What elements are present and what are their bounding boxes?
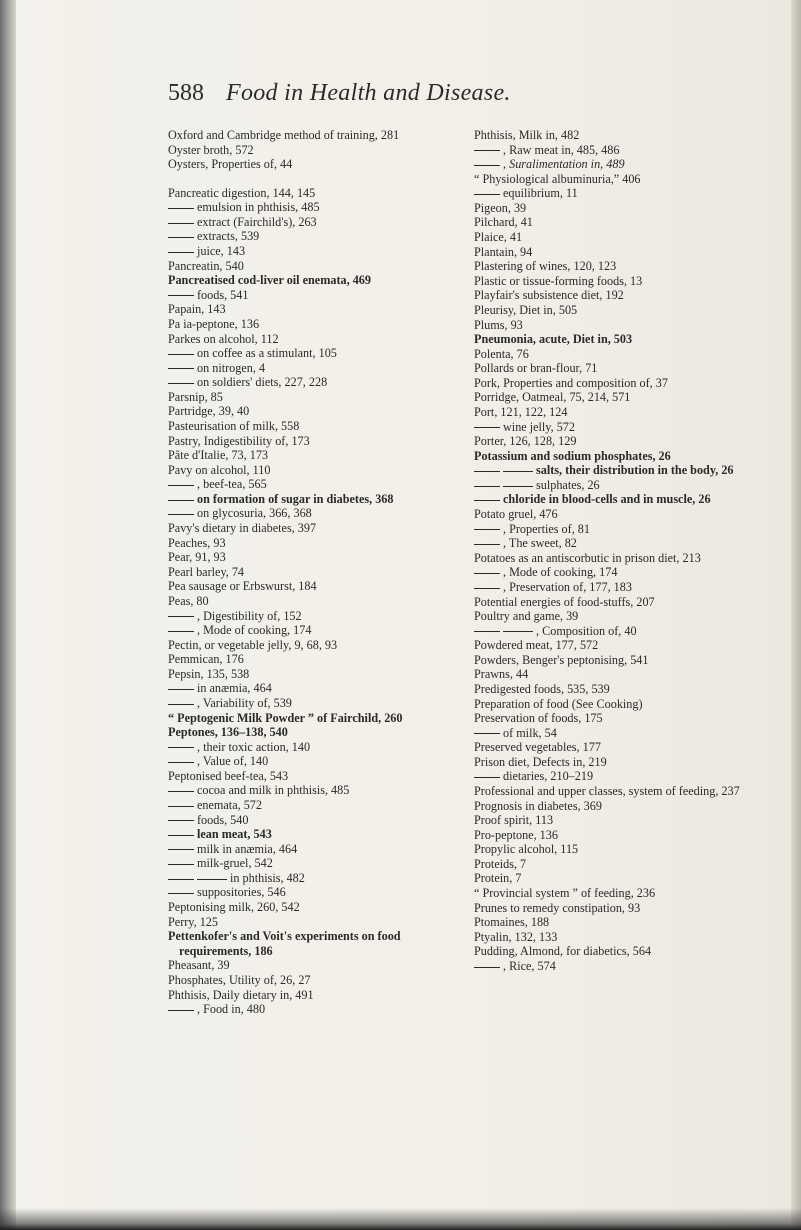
index-entry	[168, 681, 458, 696]
index-entry-text: Polenta, 76	[474, 346, 529, 361]
index-entry-text: Prognosis in diabetes, 369	[474, 798, 602, 813]
index-entry	[474, 143, 764, 158]
index-entry	[474, 157, 764, 172]
index-entry	[474, 871, 764, 886]
index-entry	[474, 420, 764, 435]
index-entry-text: “ Peptogenic Milk Powder ” of Fairchild, 260	[168, 710, 403, 725]
index-entry	[168, 477, 458, 492]
index-entry	[474, 580, 764, 595]
ditto-dash	[168, 500, 194, 501]
index-entry	[168, 361, 458, 376]
index-entry	[474, 405, 764, 420]
index-entry-text: , Variability of, 539	[197, 695, 292, 710]
index-entry-text: extracts, 539	[197, 229, 260, 244]
index-entry-text: Papain, 143	[168, 302, 226, 317]
index-entry	[168, 434, 458, 449]
index-entry-text: , Preservation of, 177, 183	[503, 579, 632, 594]
index-entry	[168, 594, 458, 609]
index-entry-text: Pavy's dietary in diabetes, 397	[168, 521, 317, 536]
index-entry-text: Peas, 80	[168, 593, 209, 608]
index-entry	[168, 157, 458, 172]
index-entry-text: Pollards or bran-flour, 71	[474, 361, 598, 376]
index-entry	[474, 930, 764, 945]
ditto-dash	[168, 747, 194, 748]
ditto-dash	[168, 820, 194, 821]
index-entry-text: Ptyalin, 132, 133	[474, 929, 558, 944]
index-entry-text: milk in anæmia, 464	[197, 841, 298, 856]
index-entry	[168, 623, 458, 638]
index-entry	[168, 375, 458, 390]
index-entry-text: Pear, 91, 93	[168, 550, 226, 565]
index-entry	[168, 769, 458, 784]
index-entry	[168, 390, 458, 405]
index-entry	[474, 522, 764, 537]
index-entry-text: dietaries, 210–219	[503, 769, 594, 784]
index-entry-text: Port, 121, 122, 124	[474, 404, 568, 419]
ditto-dash	[168, 368, 194, 369]
index-entry	[168, 143, 458, 158]
index-entry	[474, 245, 764, 260]
index-entry-text: Plaice, 41	[474, 230, 523, 245]
ditto-dash	[168, 383, 194, 384]
index-entry-text: Oxford and Cambridge method of training, 281	[168, 128, 400, 142]
ditto-dash	[503, 471, 533, 472]
ditto-dash	[168, 879, 194, 880]
index-entry-text: wine jelly, 572	[503, 419, 575, 434]
index-entry	[474, 755, 764, 770]
index-entry	[168, 754, 458, 769]
index-entry	[474, 128, 764, 143]
index-entry	[168, 579, 458, 594]
index-entry-text: sulphates, 26	[536, 477, 600, 492]
index-entry-text: , Suralimentation in, 489	[503, 157, 625, 172]
index-entry-text: Prison diet, Defects in, 219	[474, 754, 607, 769]
index-entry	[168, 302, 458, 317]
index-entry-text: Phthisis, Milk in, 482	[474, 128, 580, 142]
index-entry	[474, 944, 764, 959]
index-entry	[474, 769, 764, 784]
index-entry-text: Phthisis, Daily dietary in, 491	[168, 987, 314, 1002]
index-entry-text: Pancreatic digestion, 144, 145	[168, 185, 316, 200]
index-entry	[168, 565, 458, 580]
index-entry-text: Preparation of food (See Cooking)	[474, 696, 643, 711]
index-entry	[168, 288, 458, 303]
index-entry	[168, 419, 458, 434]
index-entry-text: on glycosuria, 366, 368	[197, 506, 312, 521]
index-entry-text: Potatoes as an antiscorbutic in prison diet, 213	[474, 550, 701, 565]
index-entry	[168, 215, 458, 230]
ditto-dash	[474, 631, 500, 632]
index-entry-text: foods, 540	[197, 812, 249, 827]
index-entry	[168, 317, 458, 332]
index-entry	[474, 274, 764, 289]
index-entry-text: Pemmican, 176	[168, 652, 244, 667]
index-entry-text: Porridge, Oatmeal, 75, 214, 571	[474, 390, 631, 405]
index-entry	[474, 638, 764, 653]
index-entry-text: on coffee as a stimulant, 105	[197, 346, 337, 361]
ditto-dash	[168, 835, 194, 836]
index-entry-text: Phosphates, Utility of, 26, 27	[168, 972, 311, 987]
index-entry-text: Peptonising milk, 260, 542	[168, 900, 300, 915]
index-entry	[474, 230, 764, 245]
index-entry	[474, 857, 764, 872]
index-entry-text: Pro-peptone, 136	[474, 827, 558, 842]
index-entry	[168, 958, 458, 973]
ditto-dash	[474, 733, 500, 734]
index-entry-text: Perry, 125	[168, 914, 218, 929]
index-entry-text: Pancreatised cod-liver oil enemata, 469	[168, 273, 371, 288]
page-right-edge	[791, 0, 801, 1230]
ditto-dash	[168, 616, 194, 617]
index-entry-text: , Digestibility of, 152	[197, 608, 302, 623]
index-entry-text: Predigested foods, 535, 539	[474, 681, 610, 696]
index-entry-text: Pheasant, 39	[168, 958, 230, 973]
index-entry-text: Pork, Properties and composition of, 37	[474, 375, 668, 390]
ditto-dash	[168, 704, 194, 705]
ditto-dash	[474, 486, 500, 487]
index-entry-text: Oyster broth, 572	[168, 142, 254, 157]
index-entry	[474, 799, 764, 814]
index-entry-text: Preservation of foods, 175	[474, 711, 603, 726]
ditto-dash	[168, 223, 194, 224]
letter-gap	[168, 172, 458, 186]
page-binding-edge	[0, 0, 16, 1230]
index-entry	[168, 711, 458, 726]
index-entry	[474, 507, 764, 522]
index-entry	[168, 1002, 458, 1017]
index-entry	[474, 215, 764, 230]
ditto-dash	[168, 864, 194, 865]
ditto-dash	[168, 849, 194, 850]
ditto-dash	[168, 689, 194, 690]
index-entry	[474, 886, 764, 901]
index-entry-text: of milk, 54	[503, 725, 557, 740]
ditto-dash	[503, 486, 533, 487]
index-entry-text: Parsnip, 85	[168, 389, 223, 404]
index-entry	[474, 536, 764, 551]
index-entry	[168, 667, 458, 682]
index-entry	[474, 740, 764, 755]
index-entry-text: Pudding, Almond, for diabetics, 564	[474, 944, 652, 959]
index-entry-text: , beef-tea, 565	[197, 477, 267, 492]
ditto-dash	[474, 573, 500, 574]
index-entry	[474, 449, 764, 464]
index-entry-text: “ Physiological albuminuria,” 406	[474, 171, 641, 186]
index-entry-text: Pneumonia, acute, Diet in, 503	[474, 332, 633, 347]
index-entry	[474, 813, 764, 828]
ditto-dash	[474, 165, 500, 166]
index-entry	[168, 885, 458, 900]
index-entry-text: Oysters, Properties of, 44	[168, 157, 293, 172]
index-entry-text: , Value of, 140	[197, 754, 269, 769]
page-bottom-shadow	[0, 1208, 801, 1230]
index-column-left	[168, 128, 458, 1017]
index-entry	[168, 696, 458, 711]
index-entry-text: Plastering of wines, 120, 123	[474, 259, 617, 274]
index-entry-text: extract (Fairchild's), 263	[197, 214, 317, 229]
index-entry-text: foods, 541	[197, 287, 249, 302]
index-entry	[474, 347, 764, 362]
index-entry-text: Pilchard, 41	[474, 215, 533, 230]
index-entry	[168, 827, 458, 842]
index-entry	[474, 492, 764, 507]
index-entry-text: Playfair's subsistence diet, 192	[474, 288, 624, 303]
index-entry	[474, 551, 764, 566]
index-entry	[474, 172, 764, 187]
ditto-dash	[168, 806, 194, 807]
index-entry-text: Preserved vegetables, 177	[474, 740, 601, 755]
index-entry	[168, 332, 458, 347]
index-entry-text: juice, 143	[197, 244, 246, 259]
index-entry	[474, 288, 764, 303]
index-entry-text: , Food in, 480	[197, 1002, 266, 1017]
index-entry-text: lean meat, 543	[197, 827, 272, 842]
index-entry-text: Prunes to remedy constipation, 93	[474, 900, 641, 915]
index-entry-text: in anæmia, 464	[197, 681, 272, 696]
index-entry	[474, 318, 764, 333]
index-entry	[168, 856, 458, 871]
index-entry	[168, 973, 458, 988]
index-entry-text: on formation of sugar in diabetes, 368	[197, 491, 394, 506]
ditto-dash	[474, 194, 500, 195]
ditto-dash	[197, 879, 227, 880]
index-entry	[474, 915, 764, 930]
index-entry-text: cocoa and milk in phthisis, 485	[197, 783, 350, 798]
index-entry-text: , Mode of cooking, 174	[197, 623, 312, 638]
index-entry	[168, 346, 458, 361]
index-entry	[474, 842, 764, 857]
ditto-dash	[474, 777, 500, 778]
index-entry-text: enemata, 572	[197, 798, 262, 813]
index-entry	[168, 988, 458, 1003]
index-entry	[168, 783, 458, 798]
index-entry-text: emulsion in phthisis, 485	[197, 200, 320, 215]
index-entry-text: Pleurisy, Diet in, 505	[474, 302, 578, 317]
ditto-dash	[474, 544, 500, 545]
index-entry	[168, 244, 458, 259]
index-entry	[474, 463, 764, 478]
index-entry	[168, 652, 458, 667]
index-entry	[474, 361, 764, 376]
index-entry	[168, 521, 458, 536]
index-entry-text: Poultry and game, 39	[474, 609, 579, 624]
index-entry-text: Pastry, Indigestibility of, 173	[168, 433, 310, 448]
index-entry	[168, 550, 458, 565]
index-entry	[168, 929, 458, 958]
ditto-dash	[474, 427, 500, 428]
index-entry-text: , Rice, 574	[503, 958, 556, 973]
index-entry	[474, 434, 764, 449]
index-entry	[474, 595, 764, 610]
index-entry-text: Potential energies of food-stuffs, 207	[474, 594, 655, 609]
index-entry-text: Pea sausage or Erbswurst, 184	[168, 579, 317, 594]
index-entry-text: Proteids, 7	[474, 856, 527, 871]
index-entry-text: chloride in blood-cells and in muscle, 26	[503, 492, 711, 507]
index-entry-text: Plums, 93	[474, 317, 523, 332]
index-entry-text: salts, their distribution in the body, 26	[536, 463, 734, 478]
ditto-dash	[168, 252, 194, 253]
ditto-dash	[168, 791, 194, 792]
ditto-dash	[474, 150, 500, 151]
index-entry-text: , Mode of cooking, 174	[503, 565, 618, 580]
index-entry	[168, 448, 458, 463]
index-entry-text: Propylic alcohol, 115	[474, 842, 579, 857]
index-entry	[474, 682, 764, 697]
ditto-dash	[474, 529, 500, 530]
index-entry-text: Plantain, 94	[474, 244, 533, 259]
ditto-dash	[474, 500, 500, 501]
index-entry	[474, 259, 764, 274]
index-entry	[168, 813, 458, 828]
index-entry	[168, 871, 458, 886]
index-entry-text: Pectin, or vegetable jelly, 9, 68, 93	[168, 637, 338, 652]
index-entry-text: Pigeon, 39	[474, 200, 527, 215]
index-entry	[168, 740, 458, 755]
index-entry	[474, 711, 764, 726]
index-entry	[474, 784, 764, 799]
index-entry	[474, 186, 764, 201]
index-entry-text: Pasteurisation of milk, 558	[168, 418, 300, 433]
index-entry-text: Professional and upper classes, system of feeding, 237	[474, 784, 740, 799]
index-entry	[474, 478, 764, 493]
index-entry	[168, 609, 458, 624]
index-entry	[474, 390, 764, 405]
index-entry	[474, 565, 764, 580]
index-entry-text: Pearl barley, 74	[168, 564, 245, 579]
index-entry-text: equilibrium, 11	[503, 186, 578, 201]
index-entry	[474, 959, 764, 974]
ditto-dash	[168, 631, 194, 632]
index-entry-text: Potato gruel, 476	[474, 507, 558, 522]
index-entry-text: , their toxic action, 140	[197, 739, 311, 754]
index-entry	[168, 492, 458, 507]
index-entry-text: Pettenkofer's and Voit's experiments on food requirements, 186	[168, 929, 401, 958]
index-entry	[474, 828, 764, 843]
index-entry-text: Proof spirit, 113	[474, 813, 554, 828]
page-number: 588	[168, 80, 204, 106]
index-entry	[168, 273, 458, 288]
index-entry	[168, 798, 458, 813]
index-entry-text: Protein, 7	[474, 871, 522, 886]
index-entry	[168, 638, 458, 653]
ditto-dash	[168, 208, 194, 209]
page-title: Food in Health and Disease.	[226, 80, 511, 106]
index-entry	[168, 915, 458, 930]
index-entry	[474, 624, 764, 639]
index-entry	[168, 506, 458, 521]
index-entry-text: Porter, 126, 128, 129	[474, 434, 577, 449]
index-entry	[474, 697, 764, 712]
index-entry	[168, 842, 458, 857]
index-entry	[168, 725, 458, 740]
index-entry-text: milk-gruel, 542	[197, 856, 273, 871]
index-entry	[474, 653, 764, 668]
index-entry-text: , Raw meat in, 485, 486	[503, 142, 620, 157]
ditto-dash	[474, 588, 500, 589]
index-column-right	[474, 128, 764, 974]
index-entry-text: , Properties of, 81	[503, 521, 590, 536]
ditto-dash	[168, 514, 194, 515]
ditto-dash	[168, 893, 194, 894]
running-header	[168, 80, 768, 110]
index-entry-text: suppositories, 546	[197, 885, 286, 900]
index-entry	[474, 303, 764, 318]
index-entry	[474, 667, 764, 682]
index-entry	[168, 259, 458, 274]
index-entry	[168, 463, 458, 478]
index-entry-text: Powdered meat, 177, 572	[474, 638, 599, 653]
index-entry-text: Peptones, 136–138, 540	[168, 725, 288, 740]
index-entry-text: , The sweet, 82	[503, 536, 577, 551]
index-entry-text: , Composition of, 40	[536, 623, 637, 638]
index-entry-text: Parkes on alcohol, 112	[168, 331, 279, 346]
ditto-dash	[474, 967, 500, 968]
index-entry-text: Partridge, 39, 40	[168, 404, 250, 419]
ditto-dash	[168, 762, 194, 763]
index-entry	[168, 404, 458, 419]
index-entry-text: “ Provincial system ” of feeding, 236	[474, 886, 656, 901]
index-entry	[168, 536, 458, 551]
index-entry	[168, 128, 458, 143]
index-entry-text: on soldiers' diets, 227, 228	[197, 375, 328, 390]
index-entry-text: Pa ia-peptone, 136	[168, 316, 260, 331]
index-entry-text: on nitrogen, 4	[197, 360, 266, 375]
index-entry	[474, 609, 764, 624]
index-entry-text: in phthisis, 482	[230, 870, 305, 885]
index-entry-text: Peaches, 93	[168, 535, 226, 550]
index-entry	[474, 726, 764, 741]
index-entry-text: Pepsin, 135, 538	[168, 666, 250, 681]
index-entry	[168, 229, 458, 244]
ditto-dash	[503, 631, 533, 632]
index-entry	[168, 186, 458, 201]
ditto-dash	[474, 471, 500, 472]
index-entry-text: Powders, Benger's peptonising, 541	[474, 652, 649, 667]
index-entry-text: Pancreatin, 540	[168, 258, 244, 273]
index-entry-text: Prawns, 44	[474, 667, 529, 682]
ditto-dash	[168, 237, 194, 238]
index-entry	[168, 900, 458, 915]
index-entry-text: Potassium and sodium phosphates, 26	[474, 448, 671, 463]
index-entry-text: Pâte d'Italie, 73, 173	[168, 448, 269, 463]
index-entry-text: Plastic or tissue-forming foods, 13	[474, 273, 643, 288]
ditto-dash	[168, 485, 194, 486]
index-entry-text: Ptomaines, 188	[474, 915, 550, 930]
index-entry	[474, 201, 764, 216]
index-entry-text: Peptonised beef-tea, 543	[168, 768, 289, 783]
ditto-dash	[168, 1010, 194, 1011]
index-entry-text: Pavy on alcohol, 110	[168, 462, 271, 477]
ditto-dash	[168, 295, 194, 296]
index-entry	[474, 901, 764, 916]
index-entry	[474, 376, 764, 391]
ditto-dash	[168, 354, 194, 355]
index-entry	[168, 200, 458, 215]
index-entry	[474, 332, 764, 347]
